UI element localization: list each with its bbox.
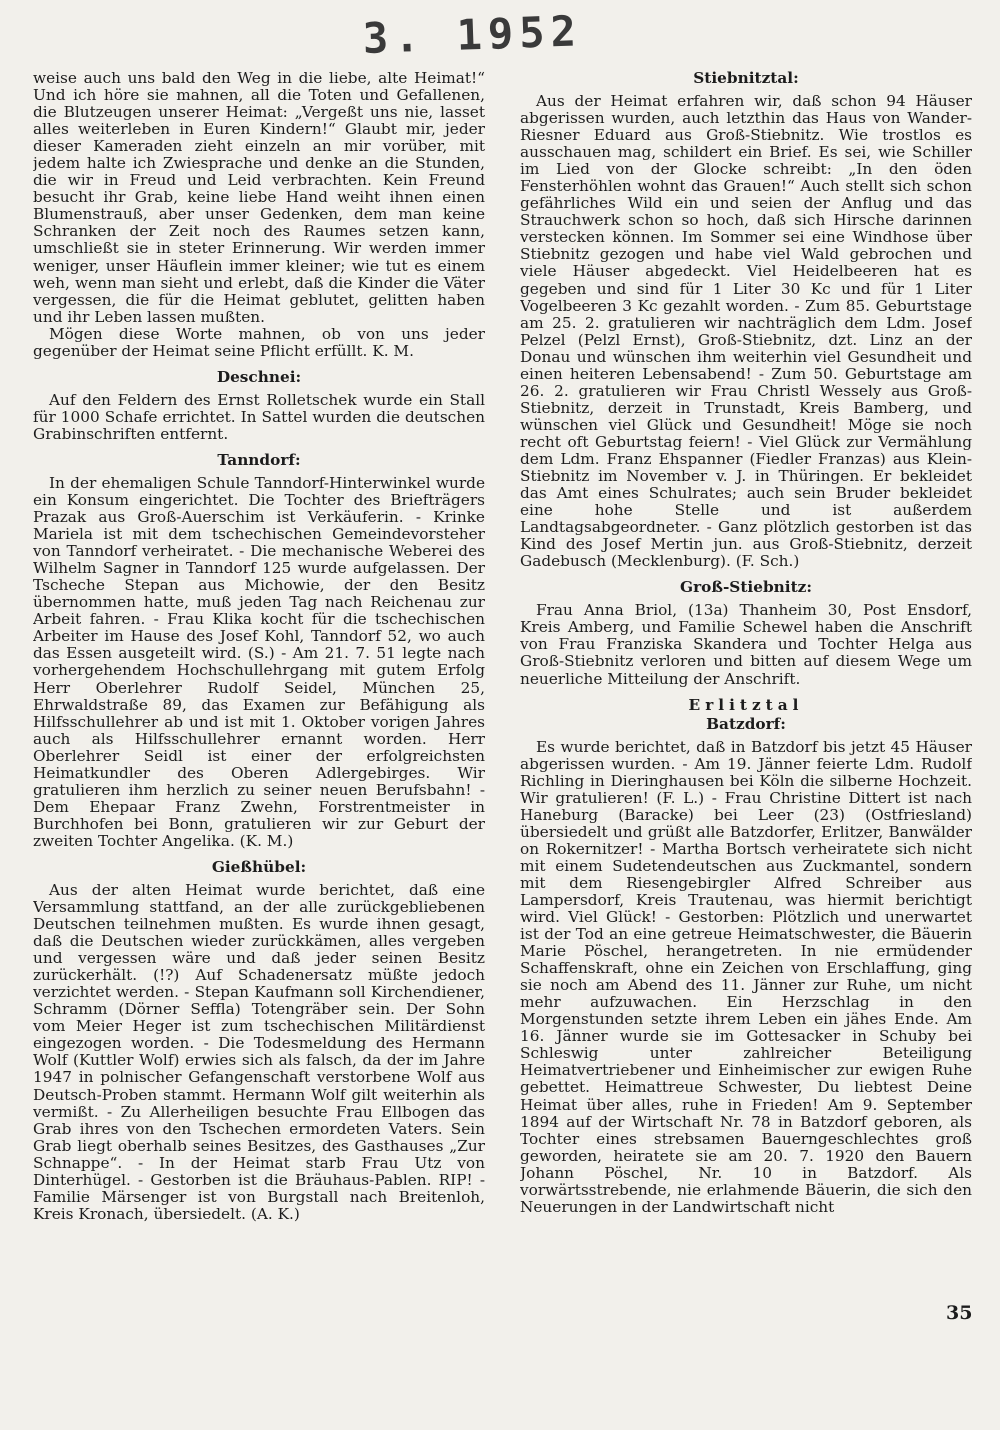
section-heading-batzdorf: Batzdorf: <box>706 714 786 733</box>
section-text-stiebnitztal: Aus der Heimat erfahren wir, daß schon 94 Häuser abgerissen wurden, auch letzthin das Haus von Wander-Riesner Eduard aus Groß-Stiebnitz. Wie trostlos es ausschauen mag, schildert ein Brief. Es sei, wie Schiller im Lied von der Glocke schreibt: „In den öden Fensterhöhlen wohnt das Grauen!“ Auch stellt sich schon gefährliches Wild ein und seien der Anflug und das Strauchwerk schon so hoch, daß sich Hirsche darinnen verstecken können. Im Sommer sei eine Windhose über Stiebnitz gezogen und habe viel Wald gebrochen und viele Häuser abgedeckt. Viel Heidelbeeren hat es gegeben und sind für 1 Liter 30 Kc und für 1 Liter Vogelbeeren 3 Kc gezahlt worden. - Zum 85. Geburtstage am 25. 2. gratulieren wir nachträglich dem Ldm. Josef Pelzel (Pelzl Ernst), Groß-Stiebnitz, dzt. Linz an der Donau und wünschen ihm weiterhin viel Gesundheit und einen heiteren Lebensabend! - Zum 50. Geburtstage am 26. 2. gratulieren wir Frau Christl Wessely aus Groß-Stiebnitz, derzeit in Trunstadt, Kreis Bamberg, und wünschen viel Glück und Gesundheit! Möge sie noch recht oft Geburtstag feiern! - Viel Glück zur Vermählung dem Ldm. Franz Ehspanner (Fiedler Franzas) aus Klein-Stiebnitz im November v. J. in Thüringen. Er bekleidet das Amt eines Schulrates; auch sein Bruder bekleidet eine hohe Stelle und ist außerdem Landtagsabgeordneter. - Ganz plötzlich gestorben ist das Kind des Josef Mertin jun. aus Groß-Stiebnitz, derzeit Gadebusch (Mecklenburg). (F. Sch.) <box>520 92 972 571</box>
section-text-gross-stiebnitz: Frau Anna Briol, (13a) Thanheim 30, Post Ensdorf, Kreis Amberg, und Familie Schewel haben die Anschrift von Frau Franziska Skandera und Tochter Helga aus Groß-Stiebnitz verloren und bitten auf diesem Wege um neuerliche Mitteilung der Anschrift. <box>520 601 972 688</box>
handwritten-date: 3. 1952 <box>362 6 583 63</box>
section-heading-stiebnitztal: Stiebnitztal: <box>693 70 799 87</box>
region-heading-erlitztal: Erlitztal <box>688 695 804 714</box>
right-column <box>520 70 972 1310</box>
section-text-deschnei: Auf den Feldern des Ernst Rolletschek wurde ein Stall für 1000 Schafe errichtet. In Sattel wurden die deutschen Grabinschriften entfernt. <box>33 390 485 443</box>
section-text-giesshuebel: Aus der alten Heimat wurde berichtet, daß eine Versammlung stattfand, an der alle zurückgebliebenen Deutschen teilnehmen mußten. Es wurde ihnen gesagt, daß die Deutschen wieder zurückkämen, alles vergeben und vergessen wäre und daß jeder seinen Besitz zurückerhält. (!?) Auf Schadenersatz müßte jedoch verzichtet werden. - Stepan Kaufmann soll Kirchendiener, Schramm (Dörner Seffla) Totengräber sein. Der Sohn vom Meier Heger ist zum tschechischen Militärdienst eingezogen worden. - Die Todesmeldung des Hermann Wolf (Kuttler Wolf) erwies sich als falsch, da der im Jahre 1947 in polnischer Gefangenschaft verstorbene Wolf aus Deutsch-Proben stammt. Hermann Wolf gilt weiterhin als vermißt. - Zu Allerheiligen besuchte Frau Ellbogen das Grab ihres von den Tschechen ermordeten Vaters. Sein Grab liegt oberhalb seines Besitzes, des Gasthauses „Zur Schnappe“. - In der Heimat starb Frau Utz von Dinterhügel. - Gestorben ist die Bräuhaus-Pablen. RIP! - Familie Märsenger ist von Burgstall nach Breitenloh, Kreis Kronach, übersiedelt. (A. K.) <box>33 880 485 1223</box>
section-heading-deschnei: Deschnei: <box>216 367 302 386</box>
left-column <box>33 70 485 1310</box>
section-heading-gross-stiebnitz: Groß-Stiebnitz: <box>680 578 812 597</box>
page-number: 35 <box>946 1302 973 1324</box>
section-text-batzdorf: Es wurde berichtet, daß in Batzdorf bis jetzt 45 Häuser abgerissen wurden. - Am 19. Jänner feierte Ldm. Rudolf Richling in Dieringhausen bei Köln die silberne Hochzeit. Wir gratulieren! (F. L.) - Frau Christine Dittert ist nach Haneburg (Baracke) bei Leer (23) (Ostfriesland) übersiedelt und grüßt alle Batzdorfer, Erlitzer, Banwälder on Rokernitzer! - Martha Bortsch verheiratete sich nicht mit einem Sudetendeutschen aus Zuckmantel, sondern mit dem Riesengebirgler Alfred Schreiber aus Lampersdorf, Kreis Trautenau, was hiermit berichtigt wird. Viel Glück! - Gestorben: Plötzlich und unerwartet ist der Tod an eine getreue Heimatschwester, die Bäuerin Marie Pöschel, herangetreten. In nie ermüdender Schaffenskraft, ohne ein Zeichen von Erschlaffung, ging sie noch am Abend des 11. Jänner zur Ruhe, um nicht mehr aufzuwachen. Ein Herzschlag in den Morgenstunden setzte ihrem Leben ein jähes Ende. Am 16. Jänner wurde sie im Gottesacker in Schuby bei Schleswig unter zahlreicher Beteiligung Heimatvertriebener und Einheimischer zur ewigen Ruhe gebettet. Heimattreue Schwester, Du liebtest Deine Heimat über alles, ruhe in Frieden! Am 9. September 1894 auf der Wirtschaft Nr. 78 in Batzdorf geboren, als Tochter eines strebsamen Bauerngeschlechtes groß geworden, heiratete sie am 20. 7. 1920 den Bauern Johann Pöschel, Nr. 10 in Batzdorf. Als vorwärtsstrebende, nie erlahmende Bäuerin, die sich den Neuerungen in der Landwirtschaft nicht <box>520 737 972 1216</box>
section-heading-tanndorf: Tanndorf: <box>217 450 301 469</box>
section-text-tanndorf: In der ehemaligen Schule Tanndorf-Hinterwinkel wurde ein Konsum eingerichtet. Die Tochter des Briefträgers Prazak aus Groß-Auerschim ist Verkäuferin. - Krinke Mariela ist mit dem tschechischen Gemeindevorsteher von Tanndorf verheiratet. - Die mechanische Weberei des Wilhelm Sagner in Tanndorf 125 wurde aufgelassen. Der Tscheche Stepan aus Michowie, der den Besitz übernommen hatte, muß jeden Tag nach Reichenau zur Arbeit fahren. - Frau Klika kocht für die tschechischen Arbeiter im Hause des Josef Kohl, Tanndorf 52, wo auch das Essen ausgeteilt wird. (S.) - Am 21. 7. 51 legte nach vorhergehendem Hochschullehrgang mit gutem Erfolg Herr Oberlehrer Rudolf Seidel, München 25, Ehrwaldstraße 89, das Examen zur Befähigung als Hilfsschullehrer ab und ist mit 1. Oktober vorigen Jahres auch als Hilfsschullehrer ernannt worden. Herr Oberlehrer Seidl ist einer der erfolgreichsten Heimatkundler des Oberen Adlergebirges. Wir gratulieren ihm herzlich zu seiner neuen Berufsbahn! - Dem Ehepaar Franz Zwehn, Forstrentmeister in Burchhofen bei Bonn, gratulieren wir zur Geburt der zweiten Tochter Angelika. (K. M.) <box>33 473 485 850</box>
section-heading-giesshuebel: Gießhübel: <box>211 857 307 876</box>
closing-paragraph: Mögen diese Worte mahnen, ob von uns jeder gegenüber der Heimat seine Pflicht erfüllt. K. M. <box>33 324 485 360</box>
intro-paragraph: weise auch uns bald den Weg in die liebe, alte Heimat!“ Und ich höre sie mahnen, all die Toten und Gefallenen, die Blutzeugen unserer Heimat: „Vergeßt uns nie, lasset alles weiterleben in Euren Kindern!“ Glaubt mir, jeder dieser Kameraden zieht einzeln an mir vorüber, mit jedem halte ich Zwiesprache und denke an die Stunden, die wir in Freud und Leid verbrachten. Kein Freund besucht ihr Grab, keine liebe Hand weiht ihnen einen Blumenstrauß, aber unser Gedenken, dem man keine Schranken der Zeit noch des Raumes setzen kann, umschließt sie in steter Erinnerung. Wir werden immer weniger, unser Häuflein immer kleiner; wie tut es einem weh, wenn man sieht und erlebt, daß die Kinder die Väter vergessen, die für die Heimat geblutet, gelitten haben und ihr Leben lassen mußten. <box>33 70 485 326</box>
